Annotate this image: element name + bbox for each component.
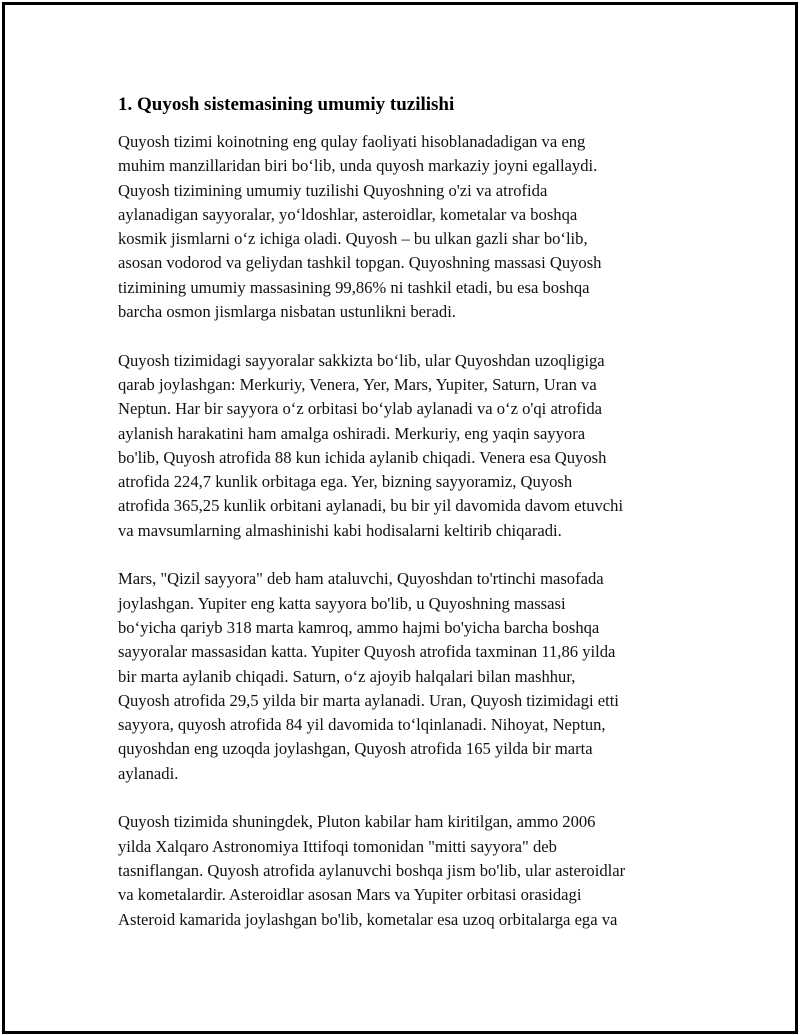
text-line: Quyosh tizimida shuningdek, Pluton kabilar ham kiritilgan, ammo 2006: [118, 812, 596, 832]
text-line: Quyosh tizimidagi sayyoralar sakkizta bo‘lib, ular Quyoshdan uzoqligiga: [118, 350, 605, 370]
text-line: joylashgan. Yupiter eng katta sayyora bo'lib, u Quyoshning massasi: [118, 593, 566, 613]
text-line: atrofida 224,7 kunlik orbitaga ega. Yer, bizning sayyoramiz, Quyosh: [118, 472, 573, 492]
text-line: Neptun. Har bir sayyora o‘z orbitasi bo‘ylab aylanadi va o‘z o'qi atrofida: [118, 399, 603, 419]
paragraph-outer-planets: [118, 567, 688, 786]
text-line: Quyosh tizimi koinotning eng qulay faoliyati hisoblanadadigan va eng: [118, 132, 586, 151]
text-line: atrofida 365,25 kunlik orbitani aylanadi, bu bir yil davomida davom etuvchi: [118, 496, 624, 516]
text-line: Quyosh tizimining umumiy tuzilishi Quyoshning o'zi va atrofida: [118, 180, 548, 200]
text-line: Asteroid kamarida joylashgan bo'lib, kometalar esa uzoq orbitalarga ega va: [118, 909, 618, 929]
paragraph-planets: [118, 349, 688, 543]
text-line: tasniflangan. Quyosh atrofida aylanuvchi boshqa jism bo'lib, ular asteroidlar: [118, 860, 626, 880]
text-line: qarab joylashgan: Merkuriy, Venera, Yer, Mars, Yupiter, Saturn, Uran va: [118, 374, 597, 394]
text-line: bir marta aylanib chiqadi. Saturn, o‘z ajoyib halqalari bilan mashhur,: [118, 666, 576, 686]
text-line: va kometalardir. Asteroidlar asosan Mars va Yupiter orbitasi orasidagi: [118, 885, 582, 905]
paragraph-sun-overview: [118, 130, 688, 324]
text-line: tizimining umumiy massasining 99,86% ni tashkil etadi, bu esa boshqa: [118, 277, 590, 297]
text-line: aylanadigan sayyoralar, yo‘ldoshlar, asteroidlar, kometalar va boshqa: [118, 204, 578, 224]
text-line: bo'lib, Quyosh atrofida 88 kun ichida aylanib chiqadi. Venera esa Quyosh: [118, 447, 607, 467]
text-line: va mavsumlarning almashinishi kabi hodisalarni keltirib chiqaradi.: [118, 520, 562, 540]
document-body: [118, 92, 688, 956]
text-line: muhim manzillaridan biri bo‘lib, unda quyosh markaziy joyni egallaydi.: [118, 156, 598, 176]
text-line: Quyosh atrofida 29,5 yilda bir marta aylanadi. Uran, Quyosh tizimidagi etti: [118, 690, 619, 710]
text-line: sayyoralar massasidan katta. Yupiter Quyosh atrofida taxminan 11,86 yilda: [118, 642, 616, 662]
paragraph-dwarf-planets-asteroids: [118, 810, 688, 931]
text-line: yilda Xalqaro Astronomiya Ittifoqi tomonidan "mitti sayyora" deb: [118, 836, 557, 856]
text-line: kosmik jismlarni o‘z ichiga oladi. Quyosh – bu ulkan gazli shar bo‘lib,: [118, 229, 588, 249]
text-line: bo‘yicha qariyb 318 marta kamroq, ammo hajmi bo'yicha barcha boshqa: [118, 617, 600, 637]
text-line: aylanish harakatini ham amalga oshiradi. Merkuriy, eng yaqin sayyora: [118, 423, 586, 443]
text-line: sayyora, quyosh atrofida 84 yil davomida to‘lqinlanadi. Nihoyat, Neptun,: [118, 715, 606, 735]
text-line: Mars, "Qizil sayyora" deb ham ataluvchi, Quyoshdan to'rtinchi masofada: [118, 569, 604, 589]
text-line: quyoshdan eng uzoqda joylashgan, Quyosh atrofida 165 yilda bir marta: [118, 739, 593, 759]
section-title: 1. Quyosh sistemasining umumiy tuzilishi: [118, 94, 455, 115]
text-line: barcha osmon jismlarga nisbatan ustunlikni beradi.: [118, 302, 456, 322]
text-line: aylanadi.: [118, 763, 179, 783]
text-line: asosan vodorod va geliydan tashkil topgan. Quyoshning massasi Quyosh: [118, 253, 602, 273]
